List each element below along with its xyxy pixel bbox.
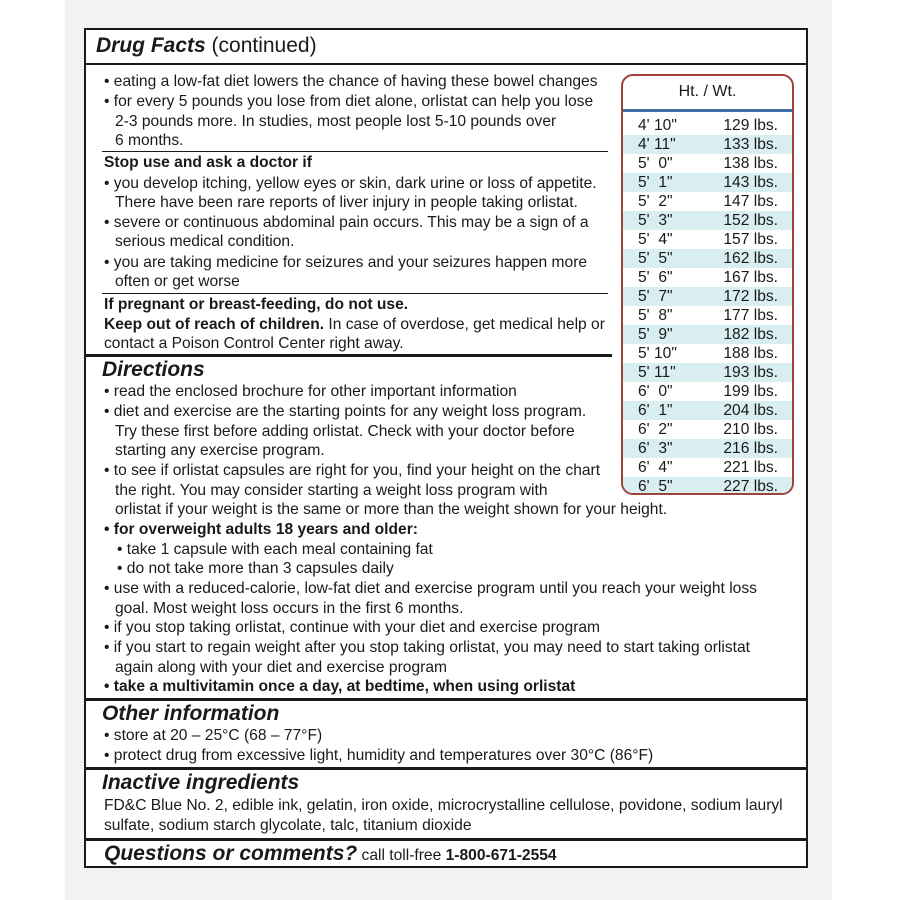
height-value: 6' 3" [638, 440, 673, 457]
other-info-heading: Other information [102, 702, 280, 725]
directions-heading: Directions [102, 358, 205, 381]
chart-title-rule [623, 109, 792, 112]
warning-bullet-cont: 6 months. [115, 132, 184, 149]
questions-text: call toll-free [357, 847, 446, 864]
pregnancy-warning: If pregnant or breast-feeding, do not use. [104, 296, 409, 313]
chart-row [623, 325, 792, 344]
chart-row [623, 420, 792, 439]
keep-out-cont: contact a Poison Control Center right away. [104, 335, 404, 352]
height-value: 5' 7" [638, 288, 673, 305]
height-value: 5' 9" [638, 326, 673, 343]
weight-value: 199 lbs. [723, 383, 778, 400]
weight-value: 167 lbs. [723, 269, 778, 286]
chart-row [623, 458, 792, 477]
inactive-ingredients-text: sulfate, sodium starch glycolate, talc, titanium dioxide [104, 817, 472, 834]
weight-value: 138 lbs. [723, 155, 778, 172]
height-value: 6' 4" [638, 459, 673, 476]
chart-row [623, 287, 792, 306]
weight-value: 227 lbs. [723, 478, 778, 495]
directions-bullet: • if you start to regain weight after you stop taking orlistat, you may need to start taking orlistat [104, 639, 750, 656]
height-value: 5' 1" [638, 174, 673, 191]
warning-bullet: • eating a low-fat diet lowers the chance of having these bowel changes [104, 73, 598, 90]
adults-sub-bullet: • take 1 capsule with each meal containing fat [117, 541, 433, 558]
height-value: 5' 5" [638, 250, 673, 267]
weight-value: 172 lbs. [723, 288, 778, 305]
height-value: 6' 5" [638, 478, 673, 495]
chart-row [623, 268, 792, 287]
chart-row [623, 154, 792, 173]
directions-bullet: • diet and exercise are the starting points for any weight loss program. [104, 403, 587, 420]
height-value: 6' 2" [638, 421, 673, 438]
directions-bullet-cont: the right. You may consider starting a weight loss program with [115, 482, 548, 499]
stop-bullet-cont: serious medical condition. [115, 233, 295, 250]
stop-bullet: • severe or continuous abdominal pain occurs. This may be a sign of a [104, 214, 589, 231]
height-value: 5' 4" [638, 231, 673, 248]
weight-value: 216 lbs. [723, 440, 778, 457]
drug-facts-title: Drug Facts [96, 34, 206, 57]
chart-row [623, 306, 792, 325]
chart-row [623, 116, 792, 135]
directions-bullet: • take a multivitamin once a day, at bedtime, when using orlistat [104, 678, 576, 695]
height-value: 6' 0" [638, 383, 673, 400]
weight-value: 188 lbs. [723, 345, 778, 362]
height-value: 5' 8" [638, 307, 673, 324]
chart-row [623, 477, 792, 495]
height-value: 6' 1" [638, 402, 673, 419]
weight-value: 133 lbs. [723, 136, 778, 153]
questions-line [104, 842, 557, 866]
keep-out-warning [104, 315, 605, 334]
chart-row [623, 382, 792, 401]
directions-bullet-cont: Try these first before adding orlistat. Check with your doctor before [115, 423, 575, 440]
weight-value: 129 lbs. [723, 117, 778, 134]
directions-bullet-cont: goal. Most weight loss occurs in the first 6 months. [115, 600, 464, 617]
section-divider [86, 838, 806, 841]
keep-out-bold: Keep out of reach of children. [104, 316, 325, 333]
weight-value: 152 lbs. [723, 212, 778, 229]
height-value: 5' 11" [638, 364, 676, 381]
adults-sub-bullet: • do not take more than 3 capsules daily [117, 560, 394, 577]
drug-facts-header [84, 31, 808, 65]
inactive-ingredients-heading: Inactive ingredients [102, 771, 300, 794]
directions-bullet-cont: orlistat if your weight is the same or more than the weight shown for your height. [115, 501, 668, 518]
stop-bullet-cont: There have been rare reports of liver injury in people taking orlistat. [115, 194, 578, 211]
directions-bullet: • read the enclosed brochure for other important information [104, 383, 517, 400]
weight-value: 221 lbs. [723, 459, 778, 476]
weight-value: 143 lbs. [723, 174, 778, 191]
weight-value: 182 lbs. [723, 326, 778, 343]
weight-value: 147 lbs. [723, 193, 778, 210]
height-value: 4' 11" [638, 136, 676, 153]
directions-bullet: • if you stop taking orlistat, continue with your diet and exercise program [104, 619, 601, 636]
weight-value: 210 lbs. [723, 421, 778, 438]
chart-row [623, 173, 792, 192]
stop-bullet-cont: often or get worse [115, 273, 240, 290]
directions-bullet: • to see if orlistat capsules are right for you, find your height on the chart [104, 462, 601, 479]
chart-row [623, 344, 792, 363]
chart-title: Ht. / Wt. [678, 83, 737, 100]
keep-out-text: In case of overdose, get medical help or [324, 316, 605, 333]
inactive-ingredients-text: FD&C Blue No. 2, edible ink, gelatin, iron oxide, microcrystalline cellulose, povidone, sodium lauryl [104, 797, 783, 814]
chart-row [623, 211, 792, 230]
warning-bullet: • for every 5 pounds you lose from diet alone, orlistat can help you lose [104, 93, 594, 110]
other-info-bullet: • store at 20 – 25°C (68 – 77°F) [104, 727, 323, 744]
adults-heading: • for overweight adults 18 years and older: [104, 521, 418, 538]
chart-row [623, 249, 792, 268]
chart-row [623, 363, 792, 382]
height-value: 5' 3" [638, 212, 673, 229]
stop-bullet: • you develop itching, yellow eyes or skin, dark urine or loss of appetite. [104, 175, 597, 192]
height-value: 5' 10" [638, 345, 677, 362]
phone-number: 1-800-671-2554 [445, 847, 557, 864]
questions-label: Questions or comments? [104, 842, 358, 865]
directions-bullet-cont: starting any exercise program. [115, 442, 325, 459]
weight-value: 157 lbs. [723, 231, 778, 248]
height-weight-chart [621, 74, 794, 495]
chart-row [623, 192, 792, 211]
drug-facts-subtitle: (continued) [211, 34, 317, 57]
directions-bullet: • use with a reduced-calorie, low-fat diet and exercise program until you reach your weight loss [104, 580, 757, 597]
warning-bullet-cont: 2-3 pounds more. In studies, most people lost 5-10 pounds over [115, 113, 557, 130]
weight-value: 204 lbs. [723, 402, 778, 419]
chart-row [623, 135, 792, 154]
stop-bullet: • you are taking medicine for seizures and your seizures happen more [104, 254, 588, 271]
chart-row [623, 401, 792, 420]
directions-bullet-cont: again along with your diet and exercise program [115, 659, 447, 676]
height-value: 5' 6" [638, 269, 673, 286]
chart-row [623, 230, 792, 249]
height-value: 5' 2" [638, 193, 673, 210]
weight-value: 193 lbs. [723, 364, 778, 381]
divider [102, 151, 608, 152]
divider [102, 293, 608, 294]
other-info-bullet: • protect drug from excessive light, humidity and temperatures over 30°C (86°F) [104, 747, 654, 764]
weight-value: 162 lbs. [723, 250, 778, 267]
height-value: 4' 10" [638, 117, 677, 134]
weight-value: 177 lbs. [723, 307, 778, 324]
height-value: 5' 0" [638, 155, 673, 172]
chart-row [623, 439, 792, 458]
stop-use-heading: Stop use and ask a doctor if [104, 154, 312, 171]
